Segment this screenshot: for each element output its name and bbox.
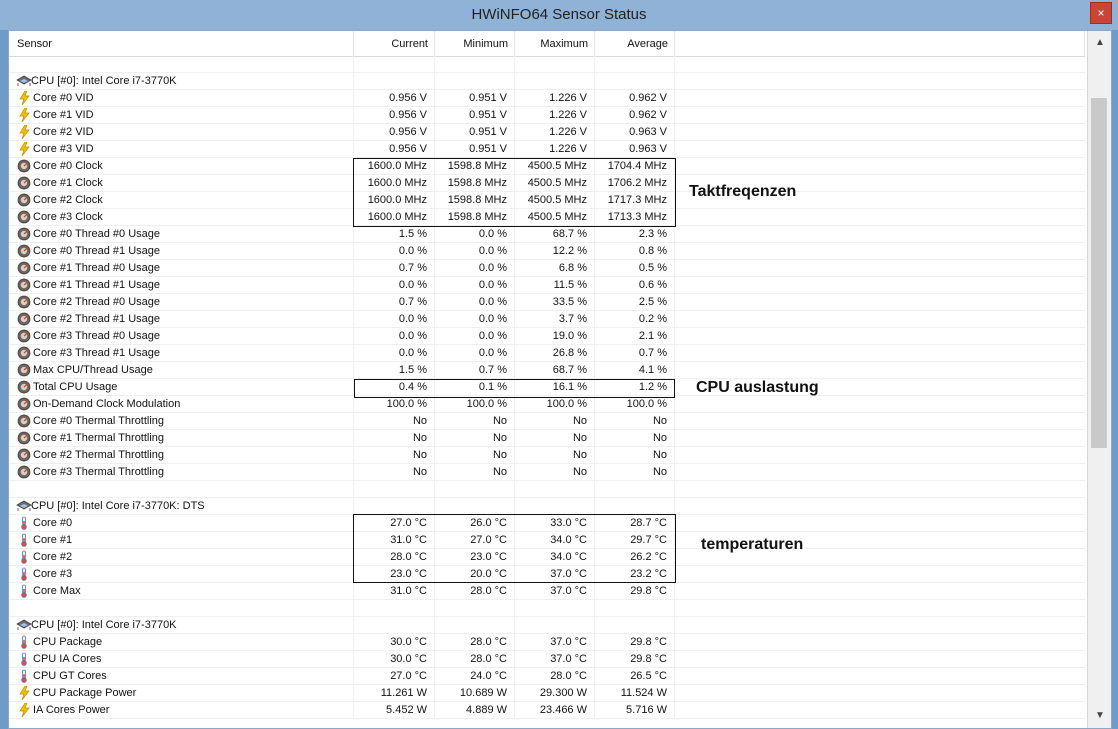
maximum-value — [515, 600, 595, 617]
sensor-label: Core #3 Thread #1 Usage — [9, 345, 354, 362]
sensor-label: Core #3 Clock — [9, 209, 354, 226]
sensor-label: Core #1 Clock — [9, 175, 354, 192]
average-value: 1713.3 MHz — [595, 209, 675, 226]
maximum-value: 34.0 °C — [515, 532, 595, 549]
average-value: 26.2 °C — [595, 549, 675, 566]
sensor-group-row[interactable] — [9, 498, 1085, 515]
sensor-label: Core #2 VID — [9, 124, 354, 141]
sensor-row[interactable] — [9, 702, 1085, 719]
current-value: 0.0 % — [354, 243, 435, 260]
average-value: No — [595, 430, 675, 447]
current-value: 1.5 % — [354, 226, 435, 243]
maximum-value: 34.0 °C — [515, 549, 595, 566]
sensor-column-header[interactable]: Sensor — [9, 31, 354, 56]
average-value: No — [595, 447, 675, 464]
maximum-value — [515, 617, 595, 634]
current-value: 0.7 % — [354, 260, 435, 277]
sensor-row[interactable] — [9, 413, 1085, 430]
maximum-column-header[interactable]: Maximum — [515, 31, 595, 56]
minimum-value: 0.0 % — [435, 345, 515, 362]
current-value: 0.956 V — [354, 107, 435, 124]
minimum-value: 1598.8 MHz — [435, 192, 515, 209]
current-value: 100.0 % — [354, 396, 435, 413]
maximum-value — [515, 498, 595, 515]
average-value: 100.0 % — [595, 396, 675, 413]
average-value: No — [595, 413, 675, 430]
current-value: 30.0 °C — [354, 634, 435, 651]
spacer-row — [9, 481, 1085, 498]
minimum-value: 0.7 % — [435, 362, 515, 379]
clock-annotation: Taktfreqenzen — [689, 183, 797, 200]
minimum-value: 1598.8 MHz — [435, 158, 515, 175]
minimum-value: 28.0 °C — [435, 583, 515, 600]
maximum-value: No — [515, 447, 595, 464]
current-value: 0.0 % — [354, 311, 435, 328]
sensor-row[interactable] — [9, 447, 1085, 464]
table-header — [9, 31, 1085, 57]
minimum-value: 1598.8 MHz — [435, 209, 515, 226]
current-value: 27.0 °C — [354, 668, 435, 685]
maximum-value: 1.226 V — [515, 107, 595, 124]
sensor-label: CPU Package — [9, 634, 354, 651]
sensor-label: IA Cores Power — [9, 702, 354, 719]
current-value: 31.0 °C — [354, 583, 435, 600]
average-value — [595, 498, 675, 515]
sensor-row[interactable] — [9, 583, 1085, 600]
minimum-value: 0.1 % — [435, 379, 515, 396]
sensor-row[interactable] — [9, 396, 1085, 413]
maximum-value: 37.0 °C — [515, 583, 595, 600]
minimum-value: 0.951 V — [435, 107, 515, 124]
maximum-value: 37.0 °C — [515, 634, 595, 651]
sensor-label: Core #1 Thermal Throttling — [9, 430, 354, 447]
sensor-label: Core #3 Thermal Throttling — [9, 464, 354, 481]
sensor-row[interactable] — [9, 311, 1085, 328]
current-value: 1600.0 MHz — [354, 192, 435, 209]
sensor-label: CPU Package Power — [9, 685, 354, 702]
sensor-label: Total CPU Usage — [9, 379, 354, 396]
current-value: 1600.0 MHz — [354, 158, 435, 175]
group-label: CPU [#0]: Intel Core i7-3770K: DTS — [9, 498, 354, 515]
current-value — [354, 617, 435, 634]
sensor-label: CPU IA Cores — [9, 651, 354, 668]
sensor-row[interactable] — [9, 464, 1085, 481]
minimum-value: No — [435, 430, 515, 447]
minimum-value — [435, 73, 515, 90]
temperature-highlight-box — [353, 514, 676, 583]
maximum-value — [515, 56, 595, 73]
sensor-window — [8, 30, 1112, 729]
average-value: 28.7 °C — [595, 515, 675, 532]
minimum-value — [435, 498, 515, 515]
average-value: 1706.2 MHz — [595, 175, 675, 192]
maximum-value: 3.7 % — [515, 311, 595, 328]
maximum-value: 100.0 % — [515, 396, 595, 413]
sensor-row[interactable] — [9, 328, 1085, 345]
sensor-label: Core #0 Thread #1 Usage — [9, 243, 354, 260]
average-value: 2.3 % — [595, 226, 675, 243]
sensor-row[interactable] — [9, 362, 1085, 379]
maximum-value: 68.7 % — [515, 226, 595, 243]
empty-cell — [9, 600, 354, 617]
minimum-value: 0.0 % — [435, 328, 515, 345]
average-value: 0.6 % — [595, 277, 675, 294]
average-value: 0.962 V — [595, 90, 675, 107]
maximum-value: 28.0 °C — [515, 668, 595, 685]
sensor-label: Core #2 — [9, 549, 354, 566]
maximum-value: 37.0 °C — [515, 566, 595, 583]
current-value: 1600.0 MHz — [354, 175, 435, 192]
current-value: 0.956 V — [354, 141, 435, 158]
spacer-row — [9, 600, 1085, 617]
current-value: 0.0 % — [354, 328, 435, 345]
sensor-label: Core #3 VID — [9, 141, 354, 158]
group-label: CPU [#0]: Intel Core i7-3770K — [9, 73, 354, 90]
current-value: 30.0 °C — [354, 651, 435, 668]
current-value: 27.0 °C — [354, 515, 435, 532]
minimum-value: 0.0 % — [435, 311, 515, 328]
sensor-label: Core #2 Thread #1 Usage — [9, 311, 354, 328]
sensor-row[interactable] — [9, 124, 1085, 141]
sensor-label: Core #2 Clock — [9, 192, 354, 209]
maximum-value: No — [515, 464, 595, 481]
sensor-row[interactable] — [9, 243, 1085, 260]
average-column-header[interactable]: Average — [595, 31, 675, 56]
minimum-value: 0.0 % — [435, 294, 515, 311]
minimum-value: No — [435, 413, 515, 430]
sensor-row[interactable] — [9, 685, 1085, 702]
sensor-group-row[interactable] — [9, 617, 1085, 634]
average-value: 1717.3 MHz — [595, 192, 675, 209]
minimum-value: 0.0 % — [435, 226, 515, 243]
current-value — [354, 73, 435, 90]
minimum-value: 4.889 W — [435, 702, 515, 719]
sensor-row[interactable] — [9, 277, 1085, 294]
current-value: 0.956 V — [354, 90, 435, 107]
average-value: 29.8 °C — [595, 583, 675, 600]
average-value: 23.2 °C — [595, 566, 675, 583]
maximum-value: 1.226 V — [515, 90, 595, 107]
maximum-value: 33.0 °C — [515, 515, 595, 532]
maximum-value: 4500.5 MHz — [515, 158, 595, 175]
minimum-value — [435, 56, 515, 73]
close-button[interactable]: × — [1090, 2, 1112, 24]
minimum-value: 0.0 % — [435, 260, 515, 277]
average-value: 2.1 % — [595, 328, 675, 345]
sensor-row[interactable] — [9, 141, 1085, 158]
sensor-row[interactable] — [9, 107, 1085, 124]
sensor-label: On-Demand Clock Modulation — [9, 396, 354, 413]
spacer-row — [9, 56, 1085, 73]
filler-column-header — [675, 31, 1085, 56]
maximum-value: 23.466 W — [515, 702, 595, 719]
scroll-up-icon[interactable]: ▲ — [1095, 37, 1105, 48]
sensor-label: Core #1 VID — [9, 107, 354, 124]
average-value — [595, 617, 675, 634]
average-value: 29.7 °C — [595, 532, 675, 549]
minimum-value: No — [435, 464, 515, 481]
average-value: 11.524 W — [595, 685, 675, 702]
average-value: 26.5 °C — [595, 668, 675, 685]
sensor-label: Core #0 Thread #0 Usage — [9, 226, 354, 243]
average-value: 1.2 % — [595, 379, 675, 396]
minimum-value: 20.0 °C — [435, 566, 515, 583]
sensor-label: Core #2 Thread #0 Usage — [9, 294, 354, 311]
minimum-value: 0.951 V — [435, 141, 515, 158]
current-value: No — [354, 464, 435, 481]
minimum-value: 0.951 V — [435, 124, 515, 141]
maximum-value: 6.8 % — [515, 260, 595, 277]
minimum-value: 24.0 °C — [435, 668, 515, 685]
maximum-value: 11.5 % — [515, 277, 595, 294]
maximum-value: No — [515, 430, 595, 447]
current-value: 23.0 °C — [354, 566, 435, 583]
maximum-value: 4500.5 MHz — [515, 209, 595, 226]
current-value: No — [354, 430, 435, 447]
average-value — [595, 481, 675, 498]
average-value: 0.5 % — [595, 260, 675, 277]
current-value: 5.452 W — [354, 702, 435, 719]
current-value — [354, 481, 435, 498]
average-value: 29.8 °C — [595, 651, 675, 668]
current-value: 0.956 V — [354, 124, 435, 141]
minimum-value — [435, 600, 515, 617]
minimum-value: 27.0 °C — [435, 532, 515, 549]
sensor-label: Core #0 Thermal Throttling — [9, 413, 354, 430]
maximum-value: 16.1 % — [515, 379, 595, 396]
average-value: No — [595, 464, 675, 481]
maximum-value: 1.226 V — [515, 141, 595, 158]
maximum-value: 33.5 % — [515, 294, 595, 311]
average-value — [595, 56, 675, 73]
maximum-value: 68.7 % — [515, 362, 595, 379]
average-value: 5.716 W — [595, 702, 675, 719]
average-value: 0.963 V — [595, 124, 675, 141]
sensor-group-row[interactable] — [9, 73, 1085, 90]
minimum-value: 0.951 V — [435, 90, 515, 107]
average-value: 0.962 V — [595, 107, 675, 124]
current-value: No — [354, 413, 435, 430]
sensor-row[interactable] — [9, 668, 1085, 685]
minimum-value: 0.0 % — [435, 277, 515, 294]
vertical-scrollbar[interactable] — [1087, 31, 1111, 728]
sensor-row[interactable] — [9, 260, 1085, 277]
minimum-value: 10.689 W — [435, 685, 515, 702]
maximum-value: 1.226 V — [515, 124, 595, 141]
maximum-value: 29.300 W — [515, 685, 595, 702]
usage-annotation: CPU auslastung — [696, 379, 819, 396]
usage-highlight-box — [354, 379, 675, 398]
sensor-row[interactable] — [9, 634, 1085, 651]
current-value — [354, 56, 435, 73]
average-value: 0.963 V — [595, 141, 675, 158]
average-value: 0.8 % — [595, 243, 675, 260]
minimum-value: 0.0 % — [435, 243, 515, 260]
sensor-label: Core Max — [9, 583, 354, 600]
average-value: 2.5 % — [595, 294, 675, 311]
minimum-value — [435, 617, 515, 634]
current-value: 0.7 % — [354, 294, 435, 311]
empty-cell — [9, 56, 354, 73]
sensor-label: Core #1 Thread #1 Usage — [9, 277, 354, 294]
current-value: 31.0 °C — [354, 532, 435, 549]
current-value: 0.0 % — [354, 345, 435, 362]
minimum-value: No — [435, 447, 515, 464]
group-label: CPU [#0]: Intel Core i7-3770K — [9, 617, 354, 634]
average-value: 0.2 % — [595, 311, 675, 328]
sensor-row[interactable] — [9, 430, 1085, 447]
maximum-value — [515, 481, 595, 498]
maximum-value: 4500.5 MHz — [515, 175, 595, 192]
sensor-label: Core #3 Thread #0 Usage — [9, 328, 354, 345]
sensor-row[interactable] — [9, 294, 1085, 311]
current-column-header[interactable]: Current — [354, 31, 435, 56]
temperature-annotation: temperaturen — [701, 536, 804, 553]
average-value: 1704.4 MHz — [595, 158, 675, 175]
sensor-label: Core #0 — [9, 515, 354, 532]
maximum-value: 26.8 % — [515, 345, 595, 362]
sensor-label: Core #3 — [9, 566, 354, 583]
sensor-row[interactable] — [9, 651, 1085, 668]
current-value: 28.0 °C — [354, 549, 435, 566]
sensor-label: Core #1 — [9, 532, 354, 549]
minimum-value: 26.0 °C — [435, 515, 515, 532]
average-value: 0.7 % — [595, 345, 675, 362]
sensor-label: Core #0 Clock — [9, 158, 354, 175]
window-titlebar — [0, 0, 1118, 30]
maximum-value: 12.2 % — [515, 243, 595, 260]
minimum-value: 100.0 % — [435, 396, 515, 413]
sensor-label: Max CPU/Thread Usage — [9, 362, 354, 379]
sensor-row[interactable] — [9, 226, 1085, 243]
maximum-value — [515, 73, 595, 90]
sensor-label: Core #1 Thread #0 Usage — [9, 260, 354, 277]
current-value: 0.4 % — [354, 379, 435, 396]
current-value: 11.261 W — [354, 685, 435, 702]
minimum-value: 23.0 °C — [435, 549, 515, 566]
sensor-row[interactable] — [9, 345, 1085, 362]
sensor-label: CPU GT Cores — [9, 668, 354, 685]
window-title: HWiNFO64 Sensor Status — [471, 6, 647, 23]
maximum-value: 19.0 % — [515, 328, 595, 345]
current-value: 0.0 % — [354, 277, 435, 294]
scroll-down-icon[interactable]: ▼ — [1095, 710, 1105, 721]
minimum-value: 28.0 °C — [435, 634, 515, 651]
sensor-label: Core #0 VID — [9, 90, 354, 107]
minimum-value: 1598.8 MHz — [435, 175, 515, 192]
clock-highlight-box — [353, 158, 676, 227]
empty-cell — [9, 481, 354, 498]
current-value: No — [354, 447, 435, 464]
average-value — [595, 600, 675, 617]
average-value: 29.8 °C — [595, 634, 675, 651]
sensor-row[interactable] — [9, 90, 1085, 107]
minimum-value — [435, 481, 515, 498]
maximum-value: 37.0 °C — [515, 651, 595, 668]
sensor-label: Core #2 Thermal Throttling — [9, 447, 354, 464]
current-value: 1.5 % — [354, 362, 435, 379]
minimum-value: 28.0 °C — [435, 651, 515, 668]
minimum-column-header[interactable]: Minimum — [435, 31, 515, 56]
current-value: 1600.0 MHz — [354, 209, 435, 226]
average-value: 4.1 % — [595, 362, 675, 379]
maximum-value: No — [515, 413, 595, 430]
current-value — [354, 600, 435, 617]
scrollbar-thumb[interactable] — [1091, 98, 1107, 448]
average-value — [595, 73, 675, 90]
maximum-value: 4500.5 MHz — [515, 192, 595, 209]
current-value — [354, 498, 435, 515]
